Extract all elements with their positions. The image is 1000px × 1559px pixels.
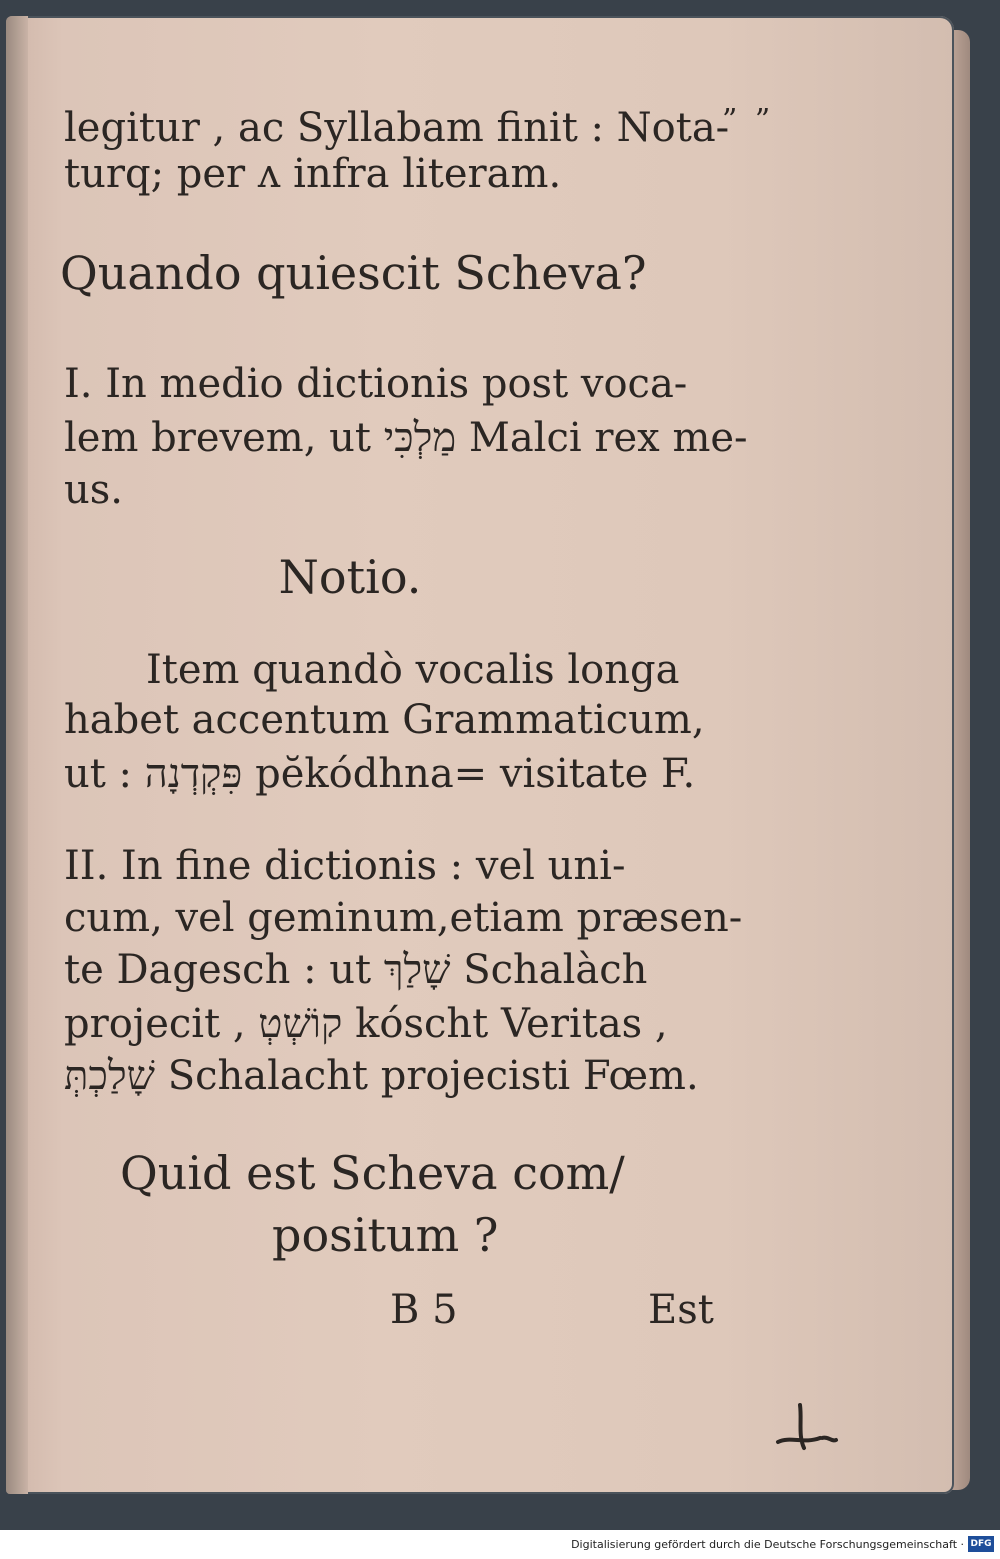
ink-stain-mark bbox=[770, 1400, 840, 1460]
text-line-6: us. bbox=[64, 467, 124, 513]
page-gutter bbox=[6, 16, 28, 1494]
text-line-9: habet accentum Grammaticum, bbox=[64, 697, 705, 743]
heading-quando-quiescit: Quando quiescit Scheva? bbox=[60, 246, 647, 300]
margin-marks: ” ” bbox=[722, 103, 775, 138]
text-line-5: lem brevem, ut מַלְכִּי Malci rex me- bbox=[64, 415, 748, 461]
text-line-11: II. In fine dictionis : vel uni- bbox=[64, 843, 626, 889]
catchword: Est bbox=[648, 1287, 714, 1333]
heading-quid-est: Quid est Scheva com/ bbox=[120, 1146, 625, 1200]
text-line-13: te Dagesch : ut שָׁלַךְ Schalàch bbox=[64, 947, 648, 993]
text-line-14: projecit , קוֹשְׁטְ kóscht Veritas , bbox=[64, 1001, 668, 1047]
text-line-12: cum, vel geminum,etiam præsen- bbox=[64, 895, 743, 941]
text-line-1: legitur , ac Syllabam finit : Nota- bbox=[64, 105, 730, 151]
heading-quid-est-cont: positum ? bbox=[272, 1208, 499, 1262]
text-line-15: שָׁלַכְתְּ Schalacht projecisti Fœm. bbox=[64, 1053, 699, 1099]
text-line-10: ut : פִּקְדְנָה pĕkódhna= visitate F. bbox=[64, 751, 696, 797]
text-line-8: Item quandò vocalis longa bbox=[146, 647, 680, 693]
signature-mark: B 5 bbox=[390, 1287, 458, 1333]
footer-credit: Digitalisierung gefördert durch die Deutsche Forschungsgemeinschaft · bbox=[571, 1538, 964, 1551]
dfg-logo: DFG bbox=[968, 1536, 994, 1552]
text-line-2: turq; per ʌ infra literam. bbox=[64, 151, 562, 197]
heading-notio: Notio. bbox=[278, 550, 422, 604]
footer-bar bbox=[0, 1530, 1000, 1559]
text-line-4: I. In medio dictionis post voca- bbox=[64, 361, 688, 407]
